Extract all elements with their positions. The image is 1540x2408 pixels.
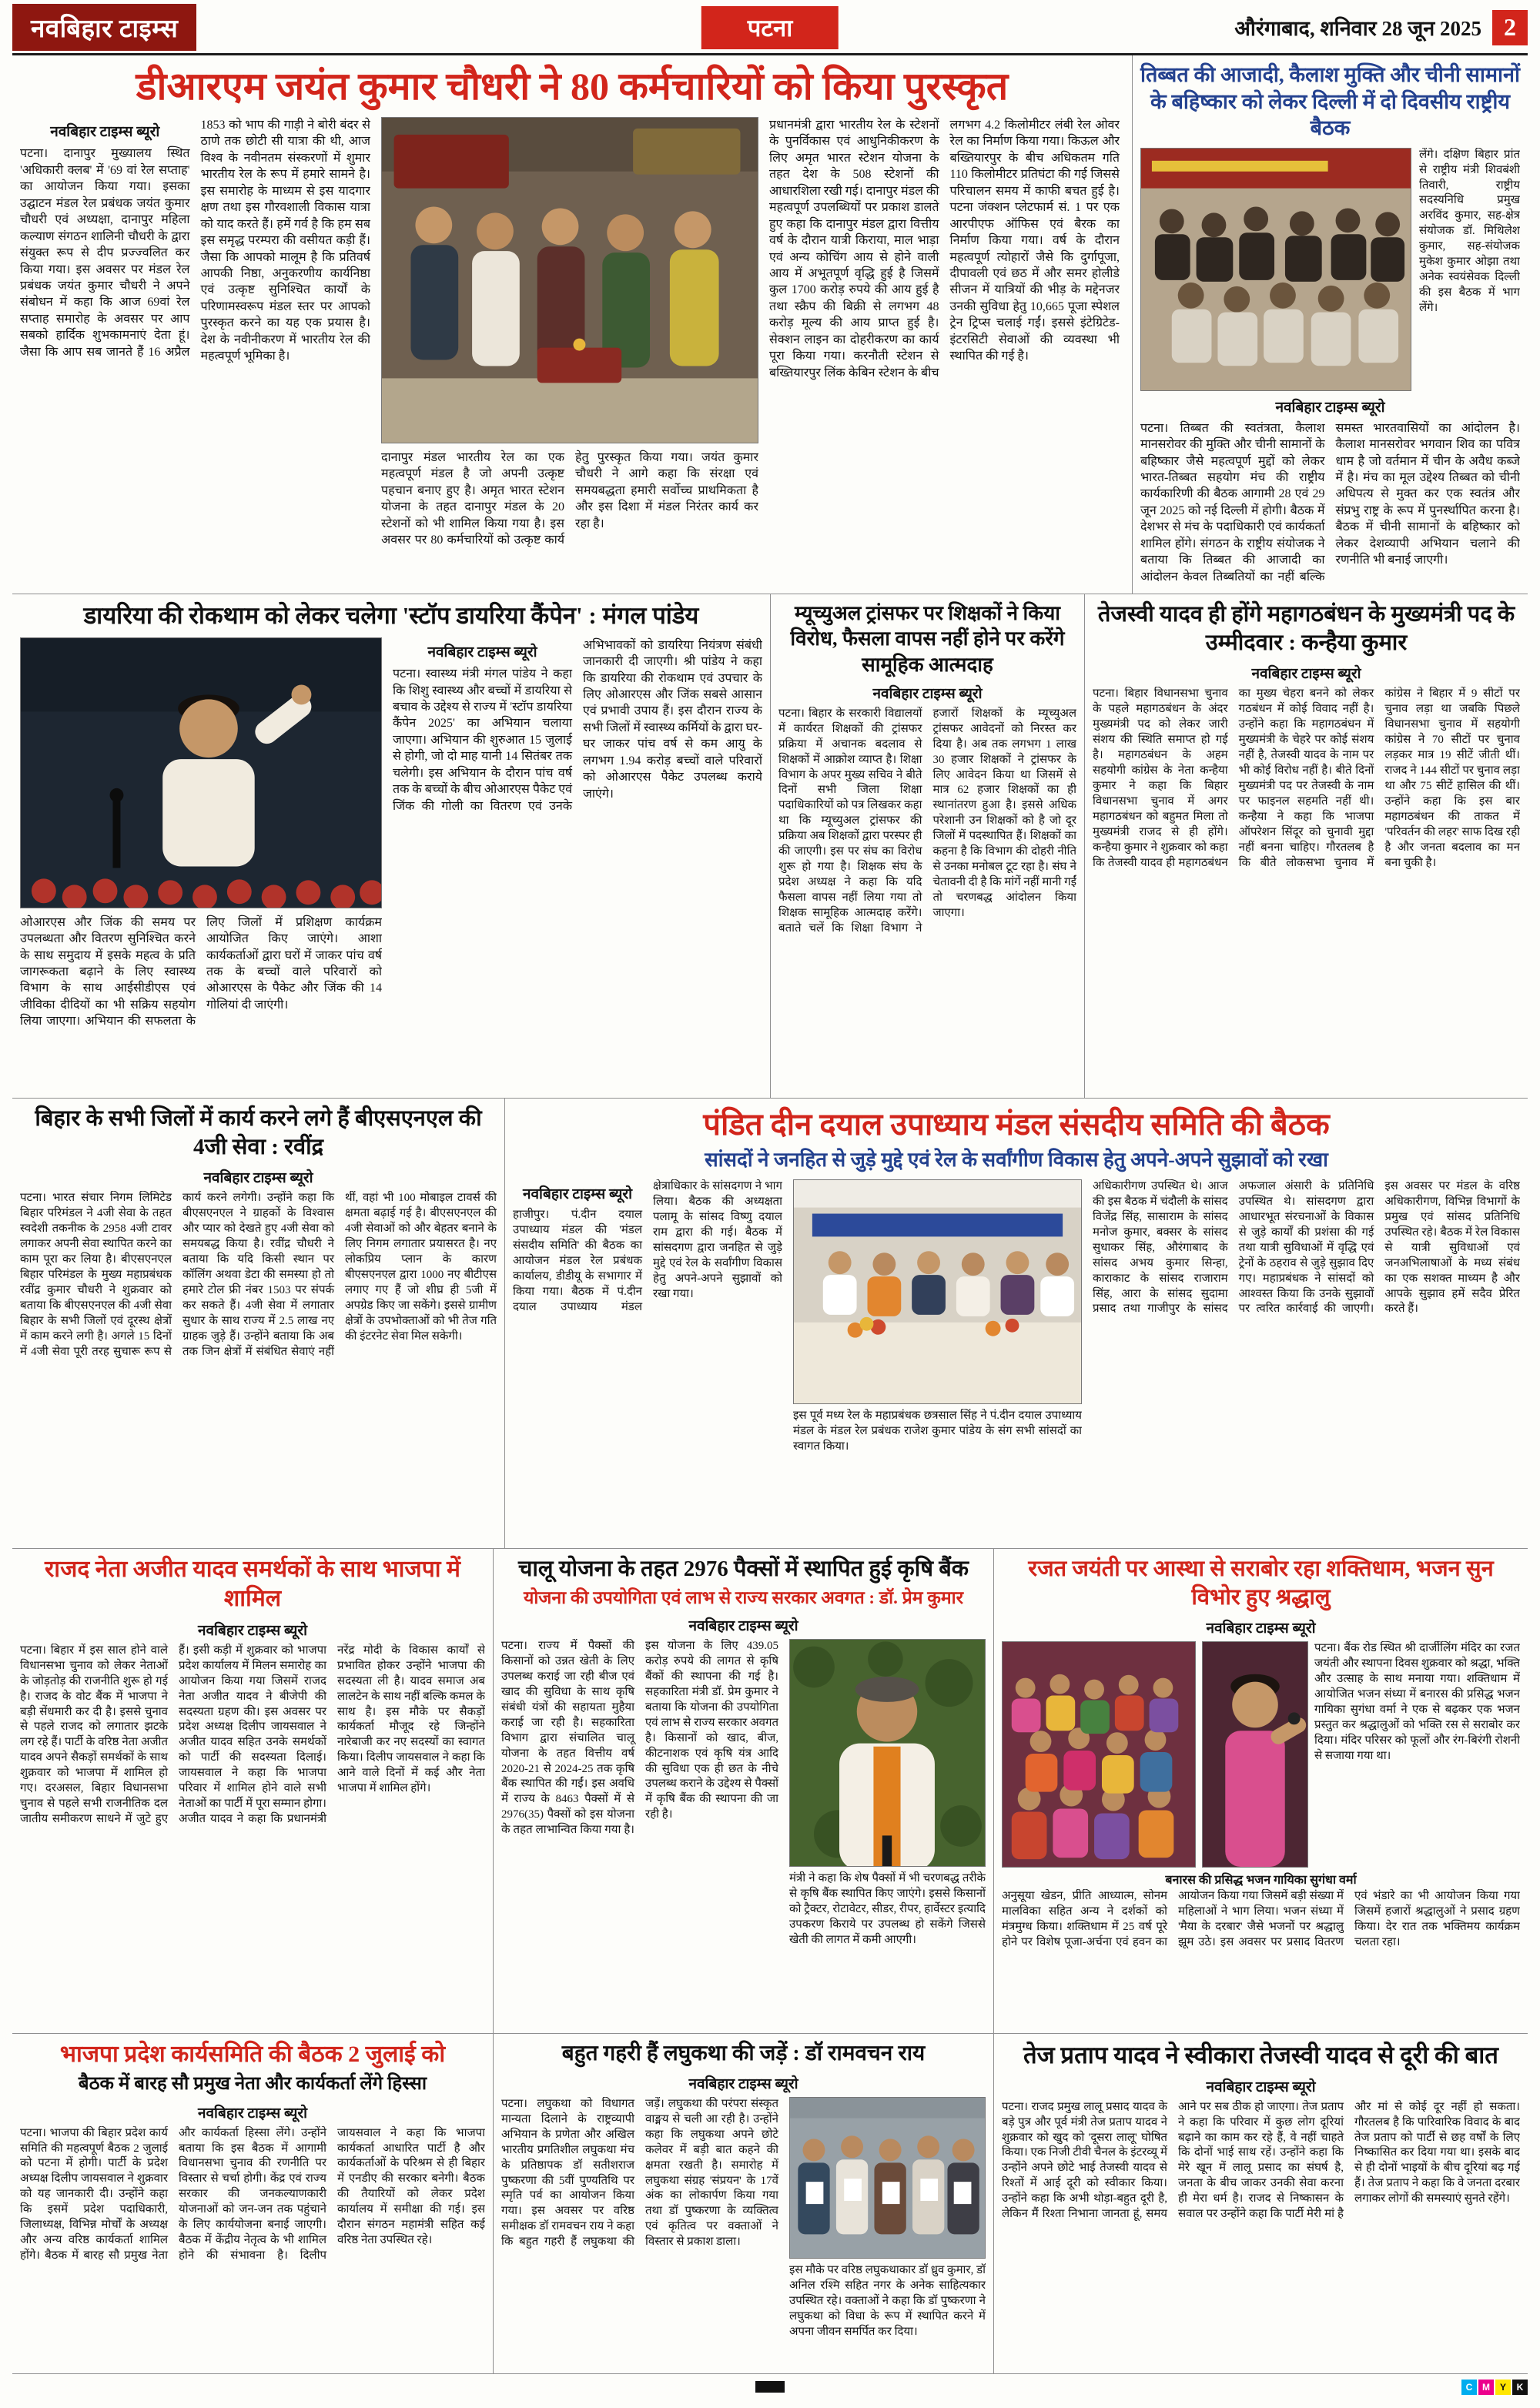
article-tibet-photo-row [1140, 148, 1520, 391]
article-body-text: पटना। राज्य में पैक्सों की किसानों को उन्नत खेती के लिए उपलब्ध कराई जा रही बीज एवं खाद की सुविधा के साथ कृषि संबंधी यंत्रों की सहायता मुहैया कराई जा रही है। सहकारिता विभाग द्वारा संचालित चालू योजना के तहत वित्तीय वर्ष 2020-21 से 2024-25 तक कृषि बैंक स्थापित की गईं। इस अवधि में राज्य के 8463 पैक्सों में से 2976(35) पैक्सों को इस योजना के तहत लाभान्वित किया गया है। इस योजना के लिए 439.05 करोड़ रुपये की लागत से कृषि बैंकों की स्थापना की गई है। सहकारिता मंत्री डॉ. प्रेम कुमार ने बताया कि योजना की उपयोगिता एवं लाभ से राज्य सरकार अवगत है। किसानों को खाद, बीज, कीटनाशक एवं कृषि यंत्र आदि की सुविधा एक ही छत के नीचे उपलब्ध कराने के उद्देश्य से पैक्सों में कृषि बैंक की स्थापना की जा रही है। [501, 1640, 778, 1837]
article-body-text: पटना। राजद प्रमुख लालू प्रसाद यादव के बड़े पुत्र और पूर्व मंत्री तेज प्रताप यादव ने शुक्रवार को खुद को 'दूसरा लालू' घोषित किया। एक निजी टीवी चैनल के इंटरव्यू में उन्होंने अपने छोटे भाई तेजस्वी यादव से रिश्तों में आई दूरी को स्वीकार किया। उन्होंने कहा कि अभी थोड़ा-बहुत दूरी है, लेकिन मैं रिश्ता निभाना जानता हूं, समय आने पर सब ठीक हो जाएगा। तेज प्रताप ने कहा कि परिवार में कुछ लोग दूरियां बढ़ाने का काम कर रहे हैं, वे नहीं चाहते कि दोनों भाई साथ रहें। उन्होंने कहा कि मेरे खून में लालू प्रसाद का संघर्ष है, जनता के बीच जाकर उनकी सेवा करना ही मेरा धर्म है। राजद से निष्कासन के सवाल पर उन्होंने कहा कि पार्टी मेरी मां है और मां से कोई दूर नहीं हो सकता। गौरतलब है कि पारिवारिक विवाद के बाद तेज प्रताप को पार्टी से छह वर्षों के लिए निष्कासित कर दिया गया था। इसके बाद से ही दोनों भाइयों के बीच दूरियां बढ़ गई हैं। तेज प्रताप ने कहा कि वे जनता दरबार लगाकर लोगों की समस्याएं सुनते रहेंगे। [1002, 2100, 1520, 2221]
article-sansad-samiti [505, 1099, 1528, 1548]
headline-bsnl-4g: बिहार के सभी जिलों में कार्य करने लगे हैं बीएसएनएल की 4जी सेवा : रवींद्र [35, 1106, 482, 1160]
article-laghukatha-left [501, 2097, 778, 2351]
article-body-text: दानापुर मंडल भारतीय रेल का एक महत्वपूर्ण मंडल है जो अपनी उत्कृष्ट पहचान बनाए हुए है। अमृत भारत स्टेशन योजना के तहत दानापुर मंडल के 20 स्टेशनों को भी शामिल किया गया है। इस अवसर पर 80 कर्मचारियों को उत्कृष्ट कार्य हेतु पुरस्कृत किया गया। जयंत कुमार चौधरी ने आगे कहा कि संरक्षा एवं समयबद्धता हमारी सर्वोच्च प्राथमिकता है और इस दिशा में मंडल निरंतर कार्य कर रहा है। [381, 451, 758, 547]
article-rjd-bjp-join [12, 1549, 494, 2033]
subhead-bjp-karyasamiti: बैठक में बारह सौ प्रमुख नेता और कार्यकर्ता लेंगे हिस्सा [78, 2074, 427, 2095]
photo-mangal-pandey-speech [20, 637, 382, 908]
article-diarrhea-right [393, 637, 762, 1090]
byline: नवबिहार टाइम्स ब्यूरो [197, 1622, 308, 1639]
headline-tej-pratap: तेज प्रताप यादव ने स्वीकारा तेजस्वी यादव से दूरी की बात [1023, 2042, 1498, 2069]
article-body-text: इस मौके पर वरिष्ठ लघुकथाकार डॉ ध्रुव कुमार, डॉ अनिल रश्मि सहित नगर के अनेक साहित्यकार उपस्थित रहे। वक्ताओं ने कहा कि डॉ पुष्करणा ने लघुकथा को विधा के रूप में स्थापित करने में अपना जीवन समर्पित कर दिया। [789, 2263, 986, 2338]
article-body-text: मंत्री ने कहा कि शेष पैक्सों में भी चरणबद्ध तरीके से कृषि बैंक स्थापित किए जाएंगे। इससे किसानों को ट्रैक्टर, रोटावेटर, सीडर, रीपर, हार्वेस्टर इत्यादि उपकरण किराये पर उपलब्ध हो सकेंगे जिससे खेती की लागत में कमी आएगी। [789, 1872, 986, 1946]
article-body-text: अनुसूया खेडन, प्रीति आध्यात्म, सोनम मालविका सहित अन्य ने दर्शकों को मंत्रमुग्ध किया। शक्तिधाम में 25 वर्ष पूरे होने पर विशेष पूजा-अर्चना एवं हवन का आयोजन किया गया जिसमें बड़ी संख्या में महिलाओं ने भाग लिया। भजन संध्या में 'मैया के दरबार' जैसे भजनों पर श्रद्धालु झूम उठे। इस अवसर पर प्रसाद वितरण एवं भंडारे का भी आयोजन किया गया जिसमें हजारों श्रद्धालुओं ने प्रसाद ग्रहण किया। देर रात तक भक्तिमय कार्यक्रम चलता रहा। [1002, 1890, 1520, 1949]
article-sansad-content [513, 1179, 1520, 1515]
article-shaktidham [994, 1549, 1528, 2033]
article-sansad-right [1093, 1179, 1520, 1515]
headline-kanhaiya-statement: तेजस्वी यादव ही होंगे महागठबंधन के मुख्यमंत्री पद के उम्मीदवार : कन्हैया कुमार [1097, 602, 1515, 656]
edition-badge: पटना [701, 6, 839, 49]
article-tej-pratap [994, 2034, 1528, 2373]
headline-drm-award: डीआरएम जयंत कुमार चौधरी ने 80 कर्मचारियों को किया पुरस्कृत [136, 65, 1009, 108]
byline: नवबिहार टाइम्स ब्यूरो [427, 644, 537, 661]
headline-diarrhea-campaign: डायरिया की रोकथाम को लेकर चलेगा 'स्टॉप डायरिया कैंपेन' : मंगल पांडेय [83, 602, 699, 629]
byline: नवबिहार टाइम्स ब्यूरो [1206, 2079, 1316, 2095]
byline: नवबिहार टाइम्स ब्यूरो [50, 124, 160, 140]
row-1 [12, 55, 1528, 594]
headline-krishi-bank: चालू योजना के तहत 2976 पैक्सों में स्थापित हुई कृषि बैंक [517, 1557, 969, 1581]
article-tibet-meeting [1133, 55, 1528, 594]
page-header [12, 6, 1528, 55]
photo-shaktidham-crowd [1002, 1641, 1196, 1868]
article-tej-body [1002, 2100, 1520, 2317]
article-krishi-below-photo [789, 1871, 986, 1979]
page-number: 2 [1492, 10, 1528, 45]
cmyk-marks [1461, 2380, 1528, 2395]
article-body-text: पटना। दानापुर मुख्यालय स्थित 'अधिकारी क्लब' में '69 वां रेल सप्ताह' का आयोजन किया गया। इसका उद्घाटन मंडल रेल प्रबंधक जयंत कुमार चौधरी एवं अध्यक्षा, दानापुर महिला कल्याण संगठन शालिनी चौधरी के द्वारा संयुक्त रूप से दीप प्रज्ज्वलित कर किया गया। इस अवसर पर मंडल रेल प्रबंधक जयंत कुमार चौधरी ने अपने संबोधन में कहा कि आज 69वां रेल सप्ताह समारोह के अवसर पर आप सबको हार्दिक शुभकामनाएं देता हूं। जैसा कि आप सब जानते हैं 16 अप्रैल 1853 को भाप की गाड़ी ने बोरी बंदर से ठाणे तक छोटी सी यात्रा की थी, आज विश्व के नवीनतम संस्करणों में शुमार भारतीय रेल के रूप में हमारे सामने है। इस समारोह के माध्यम से इस यादगार क्षण तथा इस गौरवशाली विकास यात्रा को याद करते हैं। हमें गर्व है कि हम सब इस समृद्ध परम्परा की वसीयत कड़ी हैं। जैसा कि आपको मालूम है कि प्रतिवर्ष आपकी निष्ठा, अनुकरणीय कार्यनिष्ठा एवं उत्कृष्ट सुनिश्चित कार्यों के परिणामस्वरूप मंडल स्तर पर आपको पुरस्कृत करने का यह एक प्रयास है। देश के नवीनीकरण में भारतीय रेल की महत्वपूर्ण भूमिका है। [20, 119, 370, 363]
headline-shaktidham: रजत जयंती पर आस्था से सराबोर रहा शक्तिधाम, भजन सुन विभोर हुए श्रद्धालु [1028, 1557, 1494, 1610]
byline: नवबिहार टाइम्स ब्यूरो [197, 2105, 308, 2122]
row-2 [12, 594, 1528, 1099]
photo-singer-sugandha-verma [1202, 1641, 1308, 1868]
article-body-text: अधिकारीगण उपस्थित थे। आज की इस बैठक में चंदौली के सांसद विजेंद्र सिंह, सासाराम के सांसद मनोज कुमार, बक्सर के सांसद सुधाकर सिंह, औरंगाबाद के सांसद अभय कुमार सिन्हा, काराकाट के सांसद राजाराम सिंह, आरा के सांसद सुदामा प्रसाद तथा गाजीपुर के सांसद अफजाल अंसारी के प्रतिनिधि उपस्थित थे। सांसदगण द्वारा आधारभूत संरचनाओं के विकास से जुड़े कार्यों की प्रशंसा की गई तथा यात्री सुविधाओं में वृद्धि एवं ट्रेनों के ठहराव से जुड़े सुझाव दिए गए। महाप्रबंधक ने सांसदों को आश्वस्त किया कि उनके सुझावों पर त्वरित कार्रवाई की जाएगी। इस अवसर पर मंडल के वरिष्ठ अधिकारीगण, विभिन्न विभागों के प्रमुख एवं सांसद प्रतिनिधि उपस्थित रहे। बैठक में रेल विकास से यात्री सुविधाओं एवं जनअभिलाषाओं के मध्य संबंध का एक सशक्त माध्यम है और आपके सुझाव हमें सदैव प्रेरित करते हैं। [1093, 1179, 1520, 1316]
article-shakti-photo-row [1002, 1641, 1520, 1868]
article-shakti-side-text [1314, 1641, 1520, 1868]
headline-rjd-bjp-join: राजद नेता अजीत यादव समर्थकों के साथ भाजपा में शामिल [45, 1557, 460, 1612]
article-krishi-left [501, 1639, 778, 1982]
article-body-text: इस पूर्व मध्य रेल के महाप्रबंधक छत्रसाल सिंह ने पं.दीन दयाल उपाध्याय मंडल के मंडल रेल प्रबंधक राजेश कुमार पांडेय के संग सभी सांसदों का स्वागत किया। [793, 1409, 1082, 1453]
headline-tibet-meeting: तिब्बत की आजादी, कैलाश मुक्ति और चीनी सामानों के बहिष्कार को लेकर दिल्ली में दो दिवसीय राष्ट्रीय बैठक [1140, 63, 1520, 140]
subhead-krishi-bank: योजना की उपयोगिता एवं लाभ से राज्य सरकार अवगत : डॉ. प्रेम कुमार [524, 1588, 963, 1608]
row-5 [12, 2034, 1528, 2374]
article-body-text: पटना। बिहार विधानसभा चुनाव के पहले महागठबंधन के अंदर मुख्यमंत्री पद को लेकर जारी संशय की स्थिति समाप्त हो गई है। महागठबंधन के अहम सहयोगी कांग्रेस के नेता कन्हैया कुमार ने कहा कि बिहार विधानसभा चुनाव में अगर महागठबंधन को बहुमत मिला तो मुख्यमंत्री राजद से ही होंगे। कन्हैया कुमार ने शुक्रवार को कहा कि तेजस्वी यादव ही महागठबंधन का मुख्य चेहरा बनने को लेकर गठबंधन में कोई विवाद नहीं है। उन्होंने कहा कि महागठबंधन में मुख्यमंत्री के चेहरे पर कोई संशय नहीं है, तेजस्वी यादव के नाम पर भी कोई विरोध नहीं है। बीते दिनों मुख्यमंत्री पद पर तेजस्वी के नाम पर फाइनल सहमति नहीं थी। कन्हैया ने कहा कि भाजपा ऑपरेशन सिंदूर को चुनावी मुद्दा नहीं बनना चाहिए। गौरतलब है कि बीते लोकसभा चुनाव में कांग्रेस ने बिहार में 9 सीटों पर चुनाव लड़ा था जबकि पिछले विधानसभा चुनाव में सहयोगी कांग्रेस ने 70 सीटों पर चुनाव लड़कर मात्र 19 सीटें जीती थीं। राजद ने 144 सीटों पर चुनाव लड़ा था और 75 सीटें हासिल की थीं। उन्होंने कहा कि इस बार महागठबंधन की ताकत में 'परिवर्तन की लहर' साफ दिख रही है और जनता बदलाव का मन बना चुकी है। [1093, 687, 1520, 869]
cmyk-magenta-mark: M [1478, 2380, 1494, 2395]
article-body-text: पटना। स्वास्थ्य मंत्री मंगल पांडेय ने कहा कि शिशु स्वास्थ्य और बच्चों में डायरिया से बचाव के उद्देश्य से राज्य में 'स्टॉप डायरिया कैंपेन 2025' का अभियान चलाया जाएगा। अभियान की शुरुआत 15 जुलाई से होगी, जो दो माह यानी 14 सितंबर तक चलेगी। इस अभियान के दौरान पांच वर्ष तक के बच्चों के बीच ओआरएस पैकेट एवं जिंक की गोली का वितरण एवं उनके अभिभावकों को डायरिया नियंत्रण संबंधी जानकारी दी जाएगी। श्री पांडेय ने कहा कि डायरिया की रोकथाम एवं उपचार के लिए ओआरएस और जिंक सबसे आसान एवं प्रभावी उपाय हैं। इस दौरान राज्य के सभी जिलों में स्वास्थ्य कर्मियों के द्वारा घर-घर जाकर पांच वर्ष से कम आयु के लगभग 1.94 करोड़ बच्चों वाले परिवारों को ओआरएस पैकेट उपलब्ध कराये जाएंगे। [393, 638, 762, 813]
article-body-text: पटना। भाजपा की बिहार प्रदेश कार्य समिति की महत्वपूर्ण बैठक 2 जुलाई को पटना में होगी। पार्टी के प्रदेश अध्यक्ष दिलीप जायसवाल ने शुक्रवार को यह जानकारी दी। उन्होंने कहा कि इसमें प्रदेश पदाधिकारी, जिलाध्यक्ष, विभिन्न मोर्चों के अध्यक्ष और अन्य वरिष्ठ कार्यकर्ता शामिल होंगे। बैठक में बारह सौ प्रमुख नेता और कार्यकर्ता हिस्सा लेंगे। उन्होंने बताया कि इस बैठक में आगामी विधानसभा चुनाव की रणनीति पर विस्तार से चर्चा होगी। केंद्र एवं राज्य सरकार की जनकल्याणकारी योजनाओं को जन-जन तक पहुंचाने के लिए कार्ययोजना बनाई जाएगी। बैठक में केंद्रीय नेतृत्व के भी शामिल होने की संभावना है। दिलीप जायसवाल ने कहा कि भाजपा कार्यकर्ता आधारित पार्टी है और कार्यकर्ताओं के परिश्रम से ही बिहार में एनडीए की सरकार बनेगी। बैठक की तैयारियों को लेकर प्रदेश कार्यालय में समीक्षा की गई। इस दौरान संगठन महामंत्री सहित कई वरिष्ठ नेता उपस्थित रहे। [20, 2126, 485, 2263]
article-body-text: पटना। तिब्बत की स्वतंत्रता, कैलाश मानसरोवर की मुक्ति और चीनी सामानों के बहिष्कार जैसे महत्वपूर्ण मुद्दों को लेकर भारत-तिब्बत सहयोग मंच की राष्ट्रीय कार्यकारिणी की बैठक आगामी 28 एवं 29 जून 2025 को नई दिल्ली में होगी। बैठक में देशभर से मंच के पदाधिकारी एवं कार्यकर्ता शामिल होंगे। संगठन के राष्ट्रीय संयोजक ने बताया कि तिब्बत की आजादी का आंदोलन केवल तिब्बतियों का नहीं बल्कि समस्त भारतवासियों का आंदोलन है। कैलाश मानसरोवर भगवान शिव का पवित्र धाम है जो वर्तमान में चीन के अवैध कब्जे में है। मंच का मूल उद्देश्य तिब्बत को चीनी अधिपत्य से मुक्त कर एक स्वतंत्र और संप्रभु राष्ट्र के रूप में पुनर्स्थापित करना है। बैठक में चीनी सामानों के बहिष्कार को लेकर देशव्यापी अभियान चलाने की रणनीति भी बनाई जाएगी। [1140, 421, 1520, 584]
article-krishi-bank [494, 1549, 994, 2033]
byline: नवबिहार टाइम्स ब्यूरो [688, 1618, 798, 1634]
headline-laghukatha: बहुत गहरी हैं लघुकथा की जड़ें : डॉ रामवचन राय [561, 2042, 926, 2065]
article-sansad-below-photo [793, 1409, 1082, 1512]
date-line: औरंगाबाद, शनिवार 28 जून 2025 [1234, 17, 1481, 40]
cmyk-yellow-mark: Y [1495, 2380, 1511, 2395]
article-laghukatha-below-photo [789, 2263, 986, 2349]
article-tibet-body [1140, 420, 1520, 594]
article-body-text: प्रधानमंत्री द्वारा भारतीय रेल के स्टेशनों के पुनर्विकास एवं आधुनिकीकरण के लिए अमृत भारत स्टेशन योजना के तहत देश के 508 स्टेशनों की आधारशिला रखी गई। दानापुर मंडल की महत्वपूर्ण उपलब्धियों पर प्रकाश डालते हुए कहा कि दानापुर मंडल द्वारा वित्तीय वर्ष के दौरान यात्री किराया, माल भाड़ा एवं अन्य कोचिंग आय से होने वाली आय में अभूतपूर्ण वृद्धि हुई है जिसमें कुल 1700 करोड़ रुपये की आय हुई है तथा स्क्रैप की बिक्री से लगभग 48 करोड़ मूल्य की आय प्राप्त हुई है। सेक्शन लाइन का दोहरीकरण का कार्य पूरा किया गया। करनौती स्टेशन से बख्तियारपुर लिंक केबिन स्टेशन के बीच लगभग 4.2 किलोमीटर लंबी रेल ओवर रेल का निर्माण किया गया। किऊल और बख्तियारपुर के बीच अधिकतम गति 110 किलोमीटर प्रतिघंटा की गई जिससे परिचालन समय में काफी बचत हुई है। पटना जंक्शन प्लेटफार्म सं. 1 पर एक आरपीएफ ऑफिस एवं बैरक का निर्माण किया गया। वर्ष के दौरान महत्वपूर्ण त्योहारों जैसे कि दुर्गापूजा, दीपावली एवं छठ में और समर होलीडे सीजन में यात्रियों की भीड़ के मद्देनजर उनकी सुविधा हेतु 10,665 पूजा स्पेशल ट्रेन ट्रिप्स चलाई गईं। इससे इंटेग्रिटेड-इंटरसिटी सेवाओं की व्यवस्था भी स्थापित की गई है। [769, 119, 1120, 380]
photo-sansad-meeting [793, 1179, 1082, 1404]
masthead-title: नवबिहार टाइम्स [12, 4, 196, 51]
article-body-text: ओआरएस और जिंक की समय पर उपलब्धता और वितरण सुनिश्चित करने के साथ समुदाय में इसके महत्व के प्रति जागरूकता बढ़ाने के लिए स्वास्थ्य विभाग के साथ आईसीडीएस एवं जीविका दीदियों का भी सक्रिय सहयोग लिया जाएगा। अभियान की सफलता के लिए जिलों में प्रशिक्षण कार्यक्रम आयोजित किए जाएंगे। आशा कार्यकर्ताओं द्वारा घरों में जाकर पांच वर्ष तक के बच्चों वाले परिवारों को ओआरएस के पैकेट और जिंक की 14 गोलियां दी जाएंगी। [20, 915, 382, 1028]
article-kanhaiya-statement [1085, 594, 1528, 1098]
article-transfer-body [778, 707, 1076, 1067]
article-drm-left [20, 117, 370, 577]
photo-rail-week-ceremony [381, 117, 758, 443]
article-bsnl-body [20, 1191, 497, 1523]
byline: नवबिहार टाइम्स ब्यूरो [1251, 666, 1361, 683]
byline: नवबिहार टाइम्स ब्यूरो [1275, 399, 1385, 416]
article-drm-below-photo [381, 450, 758, 574]
article-laghukatha-right [789, 2097, 986, 2351]
row-3 [12, 1099, 1528, 1549]
article-body-text: पटना। बिहार में इस साल होने वाले विधानसभा चुनाव को लेकर नेताओं के जोड़तोड़ की राजनीति शुरू हो गई है। राजद के वोट बैंक में भाजपा ने बड़ी सेंधमारी कर दी है। इससे चुनाव से पहले राजद को लगातार झटके लग रहे हैं। पार्टी के वरिष्ठ नेता अजीत यादव अपने सैकड़ों समर्थकों के साथ शुक्रवार को भाजपा में शामिल हो गए। दरअसल, बिहार विधानसभा चुनाव से पहले सभी राजनीतिक दल जातीय समीकरण साधने में जुटे हुए हैं। इसी कड़ी में शुक्रवार को भाजपा प्रदेश कार्यालय में मिलन समारोह का आयोजन किया गया जिसमें राजद नेता अजीत यादव ने बीजेपी की सदस्यता ग्रहण की। इस अवसर पर प्रदेश अध्यक्ष दिलीप जायसवाल ने अजीत यादव सहित उनके समर्थकों को पार्टी की सदस्यता दिलाई। जायसवाल ने कहा कि भाजपा परिवार में शामिल होने वाले सभी नेताओं का पार्टी में पूरा सम्मान होगा। अजीत यादव ने कहा कि प्रधानमंत्री नरेंद्र मोदी के विकास कार्यों से प्रभावित होकर उन्होंने भाजपा की सदस्यता ली है। यादव समाज अब लालटेन के साथ नहीं बल्कि कमल के साथ है। इस मौके पर सैकड़ों कार्यकर्ता मौजूद रहे जिन्होंने नारेबाजी कर नए सदस्यों का स्वागत किया। दिलीप जायसवाल ने कहा कि आने वाले दिनों में कई और नेता भाजपा में शामिल होंगे। [20, 1644, 485, 1826]
article-drm-award [12, 55, 1133, 594]
header-right [1234, 10, 1528, 45]
article-bjp-karyasamiti [12, 2034, 494, 2373]
cmyk-black-mark: K [1512, 2380, 1528, 2395]
article-mutual-transfer [771, 594, 1085, 1098]
article-body-text: लेंगे। दक्षिण बिहार प्रांत से राष्ट्रीय मंत्री शिवबंशी तिवारी, राष्ट्रीय सदस्यनिधि प्रमुख अरविंद कुमार, सह-क्षेत्र संयोजक डॉ. मिथिलेश कुमार, सह-संयोजक मुकेश कुमार ओझा तथा अनेक स्वयंसेवक दिल्ली की इस बैठक में भाग लेंगे। [1419, 148, 1520, 315]
article-diarrhea-left [20, 637, 382, 1090]
print-marks-row [12, 2377, 1528, 2399]
article-diarrhea-campaign [12, 594, 771, 1098]
byline: नवबिहार टाइम्स ब्यूरो [872, 685, 983, 702]
article-laghukatha [494, 2034, 994, 2373]
article-krishi-content [501, 1639, 986, 1982]
headline-mutual-transfer: म्यूच्युअल ट्रांसफर पर शिक्षकों ने किया विरोध, फैसला वापस नहीं होने पर करेंगे सामूहिक आत्मदाह [790, 602, 1065, 676]
article-body-text: पटना। लघुकथा को विधागत मान्यता दिलाने के राष्ट्रव्यापी अभियान के प्रणेता और अखिल भारतीय प्रगतिशील लघुकथा मंच के प्रतिष्ठापक डॉ सतीशराज पुष्करणा की 5वीं पुण्यतिथि पर स्मृति पर्व का आयोजन किया गया। इस अवसर पर वरिष्ठ समीक्षक डॉ रामवचन राय ने कहा कि बहुत गहरी हैं लघुकथा की जड़ें। लघुकथा की परंपरा संस्कृत वाङ्मय से चली आ रही है। उन्होंने कहा कि लघुकथा अपने छोटे कलेवर में बड़ी बात कहने की क्षमता रखती है। समारोह में लघुकथा संग्रह 'संप्रयन' के 17वें अंक का लोकार्पण किया गया तथा डॉ पुष्करणा के व्यक्तित्व एवं कृतित्व पर वक्ताओं ने विस्तार से प्रकाश डाला। [501, 2097, 778, 2249]
article-krishi-right [789, 1639, 986, 1982]
article-sansad-left [513, 1179, 782, 1515]
article-bjp-meet-body [20, 2126, 485, 2343]
article-drm-center [381, 117, 758, 577]
cmyk-cyan-mark: C [1461, 2380, 1477, 2395]
registration-bar [755, 2381, 785, 2393]
headline-bjp-karyasamiti: भाजपा प्रदेश कार्यसमिति की बैठक 2 जुलाई को [59, 2042, 446, 2067]
photo-caption-singer: बनारस की प्रसिद्ध भजन गायिका सुगंधा वर्मा [1165, 1874, 1357, 1888]
article-body-text: हाजीपुर। पं.दीन दयाल उपाध्याय मंडल की 'मंडल संसदीय समिति' की बैठक का आयोजन मंडल रेल प्रबंधक कार्यालय, डीडीयू के सभागार में किया गया। बैठक में पं.दीन दयाल उपाध्याय मंडल क्षेत्राधिकार के सांसदगण ने भाग लिया। बैठक की अध्यक्षता पलामू के सांसद विष्णु दयाल राम द्वारा की गई। बैठक में सांसदगण द्वारा जनहित से जुड़े मुद्दे एवं रेल के सर्वांगीण विकास हेतु अपने-अपने सुझावों को रखा गया। [513, 1179, 782, 1313]
photo-prem-kumar [789, 1639, 986, 1867]
byline: नवबिहार टाइम्स ब्यूरो [1206, 1620, 1316, 1637]
byline: नवबिहार टाइम्स ब्यूरो [688, 2075, 798, 2092]
photo-tibet-meeting-crowd [1140, 148, 1411, 391]
article-tibet-side-text [1419, 148, 1520, 391]
byline: नवबिहार टाइम्स ब्यूरो [203, 1170, 313, 1187]
article-bsnl-4g [12, 1099, 505, 1548]
byline: नवबिहार टाइम्स ब्यूरो [522, 1186, 633, 1202]
article-rjd-body [20, 1644, 485, 2002]
article-diarrhea-below-photo [20, 915, 382, 1087]
article-shakti-bottom [1002, 1889, 1520, 2002]
article-body-text: पटना। बिहार के सरकारी विद्यालयों में कार्यरत शिक्षकों की ट्रांसफर प्रक्रिया में अचानक बदलाव से शिक्षकों में आक्रोश व्याप्त है। शिक्षा विभाग के अपर मुख्य सचिव ने बीते दिनों सभी जिला शिक्षा पदाधिकारियों को पत्र लिखकर कहा था कि म्यूच्युअल ट्रांसफर की प्रक्रिया अब शिक्षकों द्वारा परस्पर ही की जाएगी। इस पर संघ का विरोध शुरू हो गया है। शिक्षक संघ के प्रदेश अध्यक्ष ने कहा कि यदि फैसला वापस नहीं लिया गया तो शिक्षक सामूहिक आत्मदाह करेंगे। बताते चलें कि शिक्षा विभाग ने हजारों शिक्षकों के म्यूच्युअल ट्रांसफर आवेदनों को निरस्त कर दिया है। अब तक लगभग 1 लाख 30 हजार शिक्षकों ने ट्रांसफर के लिए आवेदन किया था जिसमें से मात्र 62 हजार शिक्षकों का ही स्थानांतरण हुआ है। इससे अधिक परेशानी उन शिक्षकों को है जो दूर जिलों में पदस्थापित हैं। शिक्षकों का कहना है कि विभाग की दोहरी नीति से उनका मनोबल टूट रहा है। संघ ने चेतावनी दी है कि मांगें नहीं मानी गईं तो चरणबद्ध आंदोलन किया जाएगा। [778, 707, 1076, 935]
headline-sansad-samiti: पंडित दीन दयाल उपाध्याय मंडल संसदीय समिति की बैठक [703, 1107, 1330, 1142]
article-sansad-center [793, 1179, 1082, 1515]
article-drm-content [20, 117, 1124, 577]
article-diarrhea-content [20, 637, 762, 1090]
article-kanhaiya-body [1093, 687, 1520, 1056]
article-drm-right [769, 117, 1120, 577]
subhead-sansad-samiti: सांसदों ने जनहित से जुड़े मुद्दे एवं रेल के सर्वांगीण विकास हेतु अपने-अपने सुझावों को रखा [705, 1149, 1328, 1172]
row-4 [12, 1549, 1528, 2034]
article-body-text: पटना। भारत संचार निगम लिमिटेड बिहार परिमंडल ने 4जी सेवा के तहत स्वदेशी तकनीक के 2958 4जी टावर लगाकर अपनी सेवा स्थापित करने का काम पूरा कर लिया है। बीएसएनएल बिहार परिमंडल के मुख्य महाप्रबंधक रवींद्र कुमार चौधरी ने शुक्रवार को बताया कि बीएसएनएल की 4जी सेवा बिहार के सभी जिलों एवं दूरस्थ क्षेत्रों में काम करने लगी है। अगले 15 दिनों में 4जी सेवा पूरी तरह सुचारू रूप से कार्य करने लगेगी। उन्होंने कहा कि बीएसएनएल ने ग्राहकों के विश्वास और प्यार को देखते हुए 4जी सेवा को समयबद्ध किया है। रवींद्र चौधरी ने बताया कि यदि किसी स्थान पर कॉलिंग अथवा डेटा की समस्या हो तो हमारे टोल फ्री नंबर 1503 पर संपर्क कर सकते हैं। 4जी सेवा में लगातार सुधार के साथ राज्य में 2.5 लाख नए ग्राहक जुड़े हैं। उन्होंने बताया कि अब तक जिन क्षेत्रों में संबंधित सेवाएं नहीं थीं, वहां भी 100 मोबाइल टावर्स की क्षमता बढ़ाई गई है। बीएसएनएल की 4जी सेवाओं को और बेहतर बनाने के लिए निगम लगातार प्रयासरत है। नए लोकप्रिय प्लान के कारण बीएसएनएल द्वारा 1000 नए बीटीएस लगाए गए हैं जो शीघ्र ही 5जी में अपग्रेड किए जा सकेंगे। इससे ग्रामीण क्षेत्रों के उपभोक्ताओं को भी तेज गति की इंटरनेट सेवा मिल सकेगी। [20, 1192, 497, 1358]
photo-laghukatha-event [789, 2097, 986, 2259]
article-laghukatha-content [501, 2097, 986, 2351]
article-body-text: पटना। बैंक रोड स्थित श्री दार्जीलिंग मंदिर का रजत जयंती और स्थापना दिवस शुक्रवार को श्रद्धा, भक्ति और उत्साह के साथ मनाया गया। शक्तिधाम में आयोजित भजन संध्या में बनारस की प्रसिद्ध भजन गायिका सुगंधा वर्मा ने एक से बढ़कर एक भजन प्रस्तुत कर श्रद्धालुओं को भक्ति रस से सराबोर कर दिया। मंदिर परिसर को फूलों और रंग-बिरंगी रोशनी से सजाया गया था। [1314, 1642, 1520, 1762]
